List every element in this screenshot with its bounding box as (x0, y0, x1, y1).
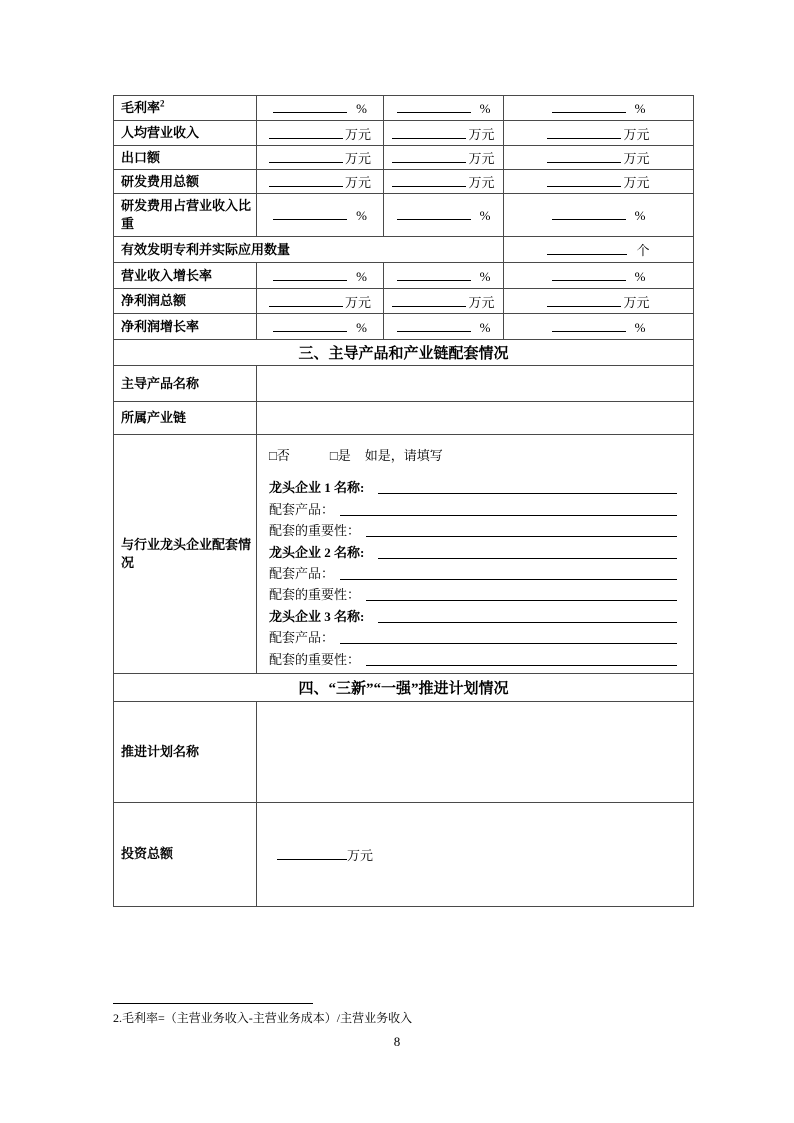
unit-label: % (634, 101, 646, 116)
table-row (114, 170, 694, 194)
value-cell (257, 194, 384, 237)
value-cell (504, 314, 694, 340)
unit-label: 万元 (623, 175, 650, 190)
unit-label: 万元 (623, 151, 650, 166)
row-label-revenue-per-capita: 人均营业收入 (114, 121, 257, 146)
row-label-net-profit-total: 净利润总额 (114, 289, 257, 314)
value-cell (257, 314, 384, 340)
form-table (113, 95, 694, 907)
fill-blank[interactable] (269, 149, 343, 163)
industry-chain-input-cell[interactable] (257, 402, 694, 435)
table-row (114, 435, 694, 674)
importance-label: 配套的重要性： (269, 587, 361, 603)
enterprise1-importance-line (269, 519, 678, 540)
value-cell (504, 263, 694, 289)
value-cell (257, 263, 384, 289)
value-cell (257, 146, 384, 170)
unit-label: % (356, 208, 367, 223)
unit-label: 万元 (347, 847, 374, 863)
unit-label: % (634, 268, 646, 284)
fill-blank[interactable] (547, 293, 621, 307)
fill-blank[interactable] (397, 99, 471, 113)
unit-label: % (356, 268, 367, 284)
checkbox-unchecked-icon[interactable]: □ (329, 448, 338, 463)
fill-blank[interactable] (273, 318, 347, 332)
table-row (114, 237, 694, 263)
table-row (114, 366, 694, 402)
fill-blank[interactable] (547, 149, 621, 163)
value-cell (504, 170, 694, 194)
value-cell (384, 289, 504, 314)
row-label-rd-expense-ratio: 研发费用占营业收入比重 (114, 194, 257, 237)
footnote-text: 2.毛利率=（主营业务收入-主营业务成本）/主营业务收入 (113, 1011, 413, 1025)
value-cell (504, 237, 694, 263)
row-label-leading-enterprise-support: 与行业龙头企业配套情况 (114, 435, 257, 674)
fill-blank[interactable] (392, 293, 466, 307)
product-label: 配套产品： (269, 630, 335, 646)
fill-blank[interactable] (552, 206, 626, 220)
enterprise3-name-label: 龙头企业 3 名称: (269, 608, 365, 624)
page-number: 8 (393, 1034, 401, 1049)
fill-blank[interactable] (552, 267, 626, 281)
value-cell (504, 96, 694, 121)
enterprise1-name-label: 龙头企业 1 名称: (269, 480, 365, 496)
table-row (114, 146, 694, 170)
product-label: 配套产品： (269, 501, 335, 517)
yes-no-options (269, 445, 678, 467)
unit-label: % (356, 101, 367, 116)
enterprise2-name-label: 龙头企业 2 名称: (269, 544, 365, 560)
checkbox-unchecked-icon[interactable]: □ (269, 448, 277, 463)
product-label: 配套产品： (269, 565, 335, 581)
unit-label: % (634, 208, 646, 223)
value-cell (384, 121, 504, 146)
fill-blank[interactable] (547, 241, 627, 255)
value-cell (504, 146, 694, 170)
table-row (114, 802, 694, 906)
fill-line[interactable] (340, 515, 677, 516)
unit-label: 万元 (344, 294, 371, 310)
unit-label: 个 (636, 243, 650, 258)
row-label-main-product: 主导产品名称 (114, 366, 257, 402)
fill-line[interactable] (366, 536, 677, 537)
unit-label: % (479, 208, 491, 223)
fill-blank[interactable] (552, 318, 626, 332)
unit-label: 万元 (468, 175, 495, 190)
fill-blank[interactable] (269, 293, 343, 307)
value-cell (384, 170, 504, 194)
leading-enterprise-support-cell (257, 435, 694, 674)
row-label-net-profit-growth: 净利润增长率 (114, 314, 257, 340)
fill-blank[interactable] (269, 125, 343, 139)
unit-label: % (356, 319, 367, 335)
fill-blank[interactable] (273, 267, 347, 281)
option-yes-label: 是 (337, 448, 351, 463)
enterprise2-name-line (269, 540, 678, 561)
option-yes[interactable] (330, 445, 351, 467)
unit-label: 万元 (344, 175, 371, 190)
plan-name-input-cell[interactable] (257, 701, 694, 802)
fill-line[interactable] (378, 493, 677, 494)
enterprise1-product-line (269, 497, 678, 518)
enterprise2-importance-line (269, 583, 678, 604)
value-cell (384, 96, 504, 121)
value-cell (384, 194, 504, 237)
table-row (114, 673, 694, 701)
fill-blank[interactable] (269, 173, 343, 187)
fill-line[interactable] (366, 600, 677, 601)
fill-line[interactable] (378, 622, 677, 623)
table-row (114, 263, 694, 289)
option-no-label: 否 (276, 448, 290, 463)
fill-line[interactable] (366, 665, 677, 666)
unit-label: 万元 (344, 126, 371, 142)
value-cell (504, 289, 694, 314)
unit-label: % (479, 319, 491, 335)
table-row (114, 289, 694, 314)
importance-label: 配套的重要性： (269, 523, 361, 539)
unit-label: 万元 (344, 151, 371, 166)
section3-title: 三、主导产品和产业链配套情况 (114, 340, 694, 366)
value-cell (257, 121, 384, 146)
unit-label: 万元 (468, 294, 495, 310)
enterprise1-name-line (269, 476, 678, 497)
row-label-valid-patents: 有效发明专利并实际应用数量 (114, 237, 504, 263)
fill-blank[interactable] (392, 125, 466, 139)
unit-label: % (479, 268, 491, 284)
fill-blank[interactable] (397, 206, 471, 220)
value-cell (257, 96, 384, 121)
row-label-rd-expense-total: 研发费用总额 (114, 170, 257, 194)
unit-label: % (479, 101, 491, 116)
row-label-gross-margin: 毛利率$^2$ (114, 96, 257, 121)
unit-label: 万元 (623, 294, 650, 310)
value-cell (384, 146, 504, 170)
row-label-revenue-growth: 营业收入增长率 (114, 263, 257, 289)
importance-label: 配套的重要性： (269, 651, 361, 667)
option-no[interactable] (269, 445, 290, 467)
row-label-plan-name: 推进计划名称 (114, 701, 257, 802)
fill-note: 如是，请填写 (364, 448, 443, 463)
value-cell (384, 314, 504, 340)
fill-blank[interactable] (277, 846, 347, 860)
fill-blank[interactable] (273, 99, 347, 113)
fill-line[interactable] (340, 643, 677, 644)
fill-blank[interactable] (397, 318, 471, 332)
row-label-investment-total: 投资总额 (114, 802, 257, 906)
fill-blank[interactable] (552, 99, 626, 113)
table-row (114, 314, 694, 340)
table-row (114, 402, 694, 435)
value-cell (504, 121, 694, 146)
main-product-input-cell[interactable] (257, 366, 694, 402)
section4-title: 四、“三新”“一强”推进计划情况 (114, 673, 694, 701)
table-row (114, 340, 694, 366)
fill-line[interactable] (378, 558, 677, 559)
table-row (114, 96, 694, 121)
footnote-separator (113, 1003, 313, 1004)
value-cell (384, 263, 504, 289)
fill-blank[interactable] (547, 125, 621, 139)
unit-label: 万元 (468, 126, 495, 142)
enterprise3-name-line (269, 604, 678, 625)
fill-blank[interactable] (547, 173, 621, 187)
value-cell (257, 170, 384, 194)
fill-line[interactable] (340, 579, 677, 580)
footnote-ref: 2 (160, 98, 165, 109)
row-label-industry-chain: 所属产业链 (114, 402, 257, 435)
fill-blank[interactable] (392, 173, 466, 187)
table-row (114, 194, 694, 237)
enterprise3-product-line (269, 626, 678, 647)
unit-label: 万元 (623, 126, 650, 142)
value-cell (504, 194, 694, 237)
table-row (114, 701, 694, 802)
value-cell (257, 289, 384, 314)
fill-blank[interactable] (392, 149, 466, 163)
fill-blank[interactable] (273, 206, 347, 220)
unit-label: % (634, 319, 646, 335)
row-label-export-amount: 出口额 (114, 146, 257, 170)
investment-input-cell (257, 802, 694, 906)
enterprise2-product-line (269, 562, 678, 583)
unit-label: 万元 (468, 151, 495, 166)
enterprise3-importance-line (269, 647, 678, 668)
table-row (114, 121, 694, 146)
fill-blank[interactable] (397, 267, 471, 281)
